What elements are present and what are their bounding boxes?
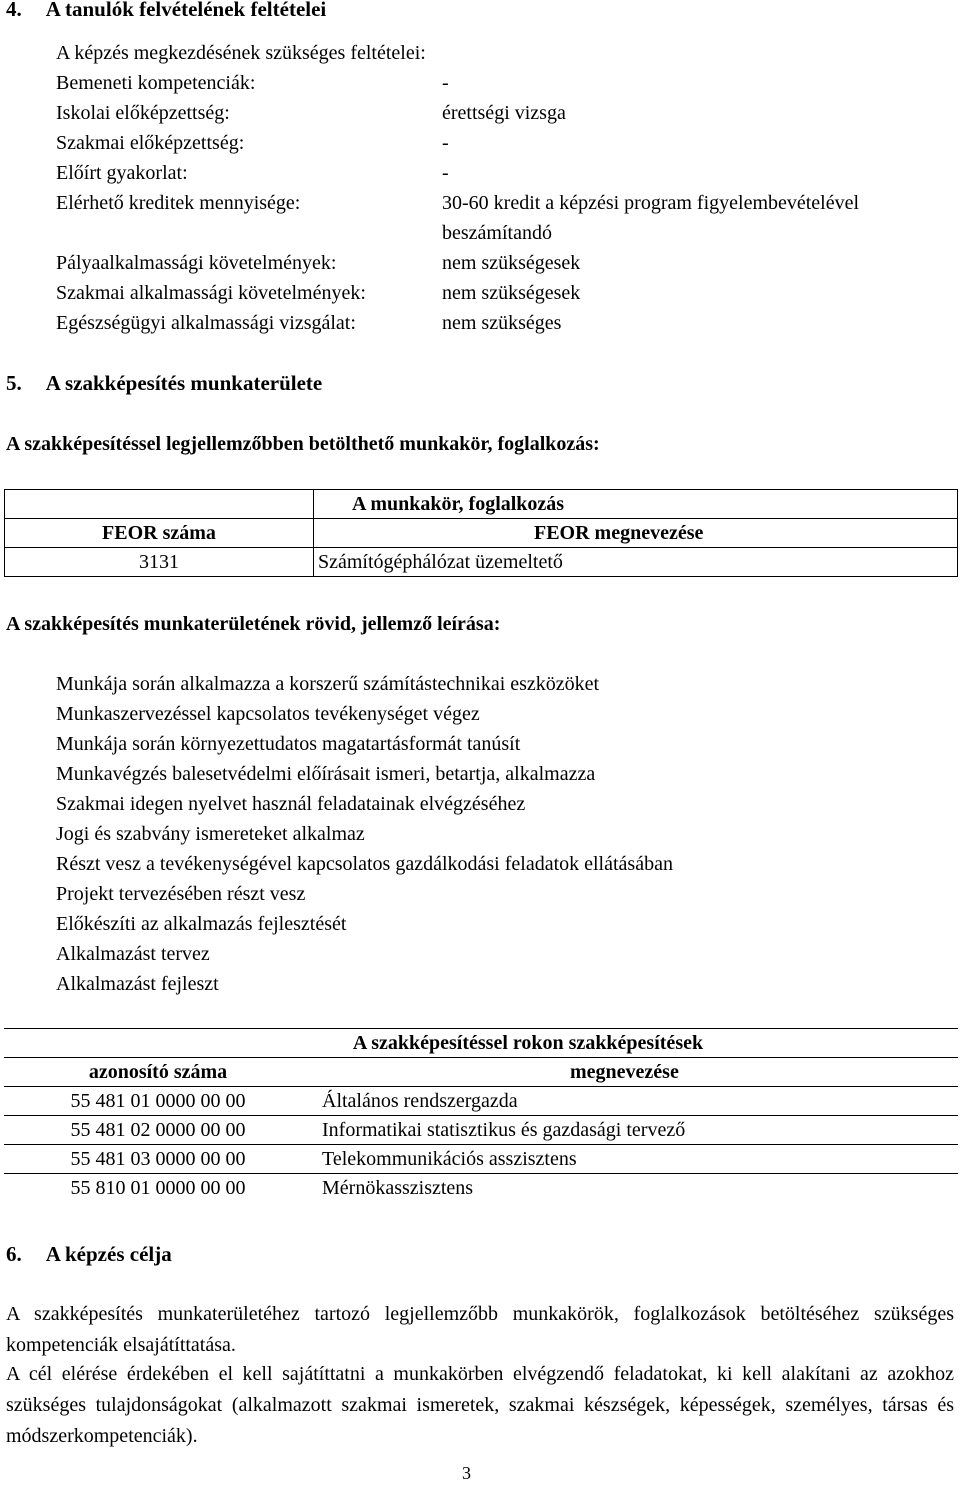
- page-number: 3: [462, 1463, 471, 1483]
- section-number: 4.: [6, 0, 22, 21]
- requirement-value-continued: beszámítandó: [442, 222, 552, 244]
- table-header: megnevezése: [312, 1058, 958, 1087]
- section-title: A tanulók felvételének feltételei: [45, 0, 327, 21]
- occupation-subtitle: A szakképesítéssel legjellemzőbben betölthető munkakör, foglalkozás:: [6, 433, 600, 455]
- table-cell: Számítógéphálózat üzemeltető: [314, 548, 958, 577]
- goal-paragraph: A szakképesítés munkaterületéhez tartozó legjellemzőbb munkakörök, foglalkozások betöltéséhez szükséges kompetenciák elsajátíttatása.: [6, 1303, 954, 1356]
- section-number: 5.: [6, 371, 22, 395]
- list-item: Szakmai idegen nyelvet használ feladatainak elvégzéséhez: [56, 793, 526, 815]
- requirement-label: Elérhető kreditek mennyisége:: [56, 192, 301, 214]
- table-cell: Telekommunikációs asszisztens: [312, 1145, 958, 1174]
- table-caption: A munkakör, foglalkozás: [314, 490, 958, 519]
- list-item: Munkavégzés balesetvédelmi előírásait ismeri, betartja, alkalmazza: [56, 763, 596, 785]
- table-caption: A szakképesítéssel rokon szakképesítések: [4, 1029, 958, 1058]
- list-item: Jogi és szabvány ismereteket alkalmaz: [56, 823, 365, 845]
- section-5-heading: [6, 368, 322, 398]
- goal-paragraph: A cél elérése érdekében el kell sajátíttatni a munkakörben elvégzendő feladatokat, ki kell alakítani az azokhoz szükséges tulajdonságokat (alkalmazott szakmai ismeretek, szakmai készségek, képességek, személyes, társas és módszerkompetenciák).: [6, 1363, 954, 1447]
- table-header: FEOR száma: [5, 519, 314, 548]
- requirement-value: nem szükséges: [442, 312, 562, 334]
- requirement-value: -: [442, 132, 449, 154]
- section-title: A képzés célja: [45, 1242, 172, 1266]
- requirement-label: Pályaalkalmassági követelmények:: [56, 252, 337, 274]
- section-number: 6.: [6, 1242, 22, 1266]
- list-item: Alkalmazást tervez: [56, 943, 210, 965]
- table-cell: Mérnökasszisztens: [312, 1174, 958, 1203]
- table-cell: 55 481 02 0000 00 00: [4, 1116, 312, 1145]
- requirement-value: -: [442, 72, 449, 94]
- table-row: [5, 548, 958, 577]
- requirement-label: Előírt gyakorlat:: [56, 162, 188, 184]
- list-item: Projekt tervezésében részt vesz: [56, 883, 306, 905]
- list-item: Előkészíti az alkalmazás fejlesztését: [56, 913, 347, 935]
- table-cell: 3131: [5, 548, 314, 577]
- requirement-label: Iskolai előképzettség:: [56, 102, 230, 124]
- requirement-value: nem szükségesek: [442, 252, 581, 274]
- section-4-heading: [6, 0, 326, 24]
- requirement-label: Bemeneti kompetenciák:: [56, 72, 256, 94]
- table-cell: 55 481 03 0000 00 00: [4, 1145, 312, 1174]
- table-row: [4, 1174, 958, 1203]
- table-header: FEOR megnevezése: [314, 519, 958, 548]
- table-cell-empty: [5, 490, 314, 519]
- requirement-label: Szakmai alkalmassági követelmények:: [56, 282, 366, 304]
- table-row: [4, 1116, 958, 1145]
- requirement-label: Szakmai előképzettség:: [56, 132, 245, 154]
- related-qualifications-table: [4, 1028, 958, 1202]
- table-header: azonosító száma: [4, 1058, 312, 1087]
- list-item: Munkaszervezéssel kapcsolatos tevékenységet végez: [56, 703, 480, 725]
- requirement-value: -: [442, 162, 449, 184]
- table-cell: Általános rendszergazda: [312, 1087, 958, 1116]
- list-item: Részt vesz a tevékenységével kapcsolatos gazdálkodási feladatok ellátásában: [56, 853, 673, 875]
- requirement-value: érettségi vizsga: [442, 102, 566, 124]
- list-item: Alkalmazást fejleszt: [56, 973, 219, 995]
- table-row: [4, 1087, 958, 1116]
- table-cell: 55 810 01 0000 00 00: [4, 1174, 312, 1203]
- list-item: Munkája során környezettudatos magatartásformát tanúsít: [56, 733, 521, 755]
- requirements-intro: A képzés megkezdésének szükséges feltételei:: [56, 42, 426, 64]
- section-title: A szakképesítés munkaterülete: [45, 371, 323, 395]
- table-row: [4, 1145, 958, 1174]
- requirement-label: Egészségügyi alkalmassági vizsgálat:: [56, 312, 356, 334]
- occupation-table: [4, 489, 958, 577]
- list-item: Munkája során alkalmazza a korszerű számítástechnikai eszközöket: [56, 673, 600, 695]
- table-cell: 55 481 01 0000 00 00: [4, 1087, 312, 1116]
- table-cell: Informatikai statisztikus és gazdasági tervező: [312, 1116, 958, 1145]
- requirement-value: nem szükségesek: [442, 282, 581, 304]
- section-6-heading: [6, 1239, 172, 1269]
- description-heading: A szakképesítés munkaterületének rövid, jellemző leírása:: [6, 613, 501, 635]
- requirement-value: 30-60 kredit a képzési program figyelembevételével: [442, 192, 860, 214]
